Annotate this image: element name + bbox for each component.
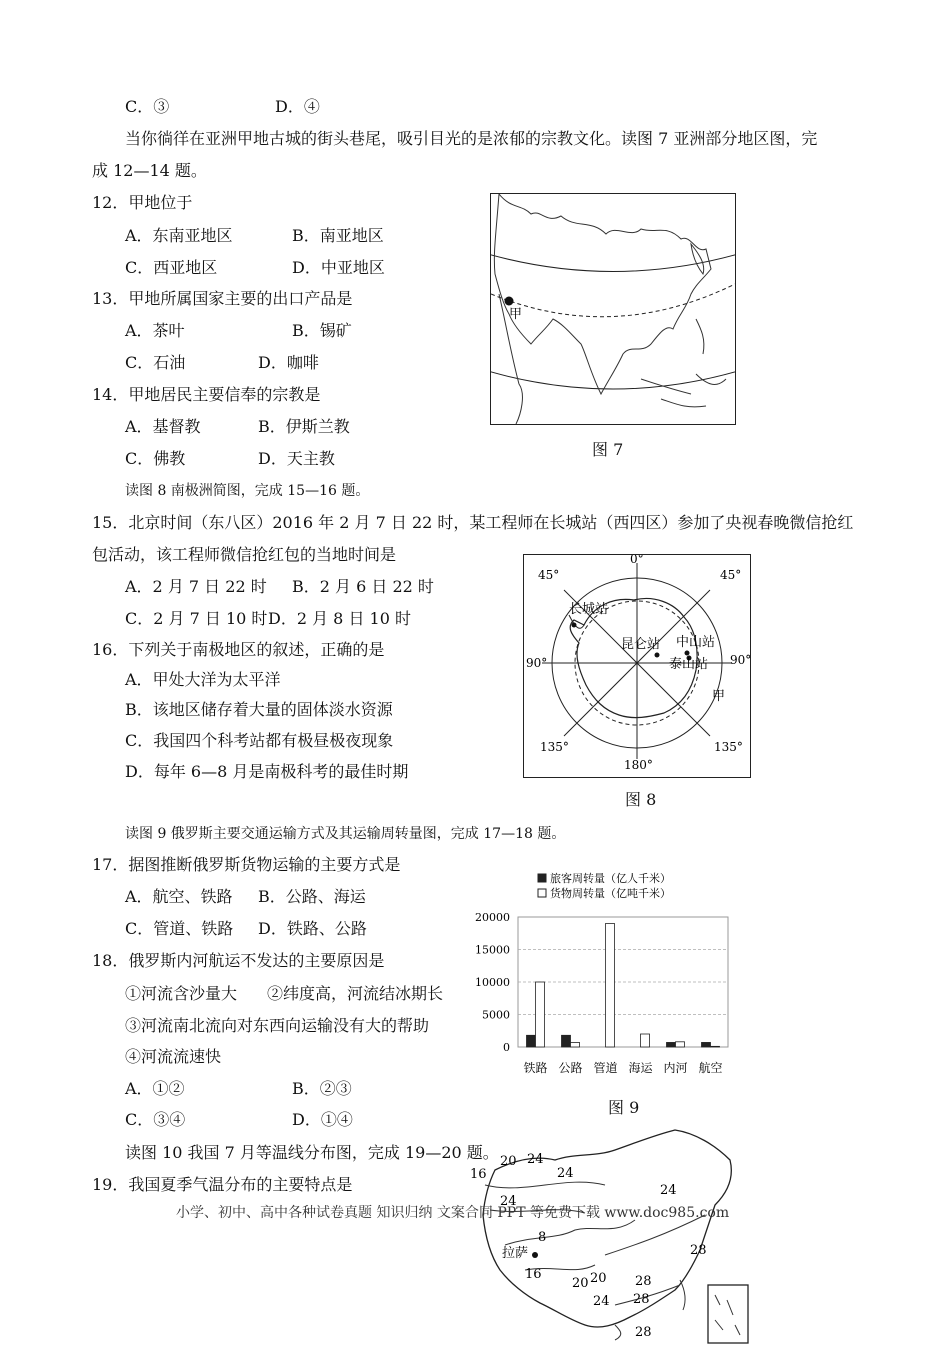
q15-d: D．2 月 8 日 10 时	[268, 609, 411, 628]
svg-text:24: 24	[557, 1166, 574, 1181]
svg-text:0°: 0°	[630, 555, 644, 566]
bar-1-2	[606, 924, 615, 1048]
q11-option-d: D．④	[275, 97, 320, 116]
figure-7-asia-map	[490, 193, 736, 425]
y-tick-label: 10000	[475, 976, 510, 989]
svg-text:20: 20	[590, 1271, 607, 1286]
q12-b: B．南亚地区	[292, 226, 384, 245]
jia-label: 甲	[509, 307, 523, 322]
y-tick-label: 15000	[475, 943, 510, 957]
legend-label-0: 旅客周转量（亿人千米）	[550, 872, 671, 885]
bar-0-1	[562, 1035, 571, 1047]
q17-c: C．管道、铁路	[125, 919, 234, 938]
q15-c: C．2 月 7 日 10 时	[125, 609, 268, 628]
q18-stem: 18．俄罗斯内河航运不发达的主要原因是	[92, 951, 385, 970]
q18-option-1: ①河流含沙量大	[125, 984, 238, 1003]
q18-option-2: ②纬度高，河流结冰期长	[267, 984, 444, 1003]
svg-text:45°: 45°	[538, 568, 560, 582]
figure-10-china-isotherm-map	[465, 1125, 755, 1344]
q13-stem: 13．甲地所属国家主要的出口产品是	[92, 289, 353, 308]
svg-text:20: 20	[572, 1276, 589, 1291]
svg-text:45°: 45°	[720, 568, 742, 582]
jia-location-marker	[505, 297, 514, 306]
intro-19-20: 读图 10 我国 7 月等温线分布图，完成 19—20 题。	[125, 1143, 499, 1162]
q18-d: D．①④	[292, 1110, 353, 1129]
q18-option-3: ③河流南北流向对东西向运输没有大的帮助	[125, 1016, 430, 1035]
q17-a: A．航空、铁路	[125, 887, 233, 906]
q13-b: B．锡矿	[292, 321, 352, 340]
svg-text:中山站: 中山站	[676, 635, 716, 650]
svg-text:24: 24	[500, 1194, 517, 1209]
q17-stem: 17．据图推断俄罗斯货物运输的主要方式是	[92, 855, 401, 874]
q12-d: D．中亚地区	[292, 258, 385, 277]
legend-swatch-0	[538, 874, 546, 882]
q15-stem-cont: 包活动，该工程师微信抢红包的当地时间是	[92, 545, 397, 564]
q18-b: B．②③	[292, 1079, 352, 1098]
intro-12-14: 当你徜徉在亚洲甲地古城的街头巷尾，吸引目光的是浓郁的宗教文化。读图 7 亚洲部分地区图，完	[125, 129, 818, 148]
q18-option-4: ④河流流速快	[125, 1047, 222, 1066]
bar-1-1	[571, 1042, 580, 1047]
q16-c: C．我国四个科考站都有极昼极夜现象	[125, 731, 394, 750]
svg-text:20: 20	[500, 1154, 517, 1169]
q12-stem: 12．甲地位于	[92, 193, 193, 212]
svg-text:16: 16	[470, 1167, 487, 1182]
svg-text:28: 28	[633, 1292, 650, 1307]
y-tick-label: 0	[503, 1041, 510, 1054]
q14-stem: 14．甲地居民主要信奉的宗教是	[92, 385, 321, 404]
q18-a: A．①②	[125, 1079, 185, 1098]
svg-text:16: 16	[525, 1267, 542, 1282]
svg-text:90°: 90°	[730, 653, 750, 667]
footer-watermark: 小学、初中、高中各种试卷真题 知识归纳 文案合同 PPT 等免费下载 www.doc985.com	[176, 1205, 730, 1221]
q14-a: A．基督教	[125, 417, 201, 436]
q13-a: A．茶叶	[125, 321, 185, 340]
q16-stem: 16．下列关于南极地区的叙述，正确的是	[92, 640, 385, 659]
figure-8-antarctica-map	[523, 554, 751, 778]
q15-b: B．2 月 6 日 22 时	[292, 577, 434, 596]
bar-0-5	[702, 1042, 711, 1047]
intro-17-18: 读图 9 俄罗斯主要交通运输方式及其运输周转量图，完成 17—18 题。	[125, 826, 566, 842]
q18-c: C．③④	[125, 1110, 186, 1129]
chart-legend	[538, 871, 671, 900]
svg-text:24: 24	[527, 1152, 544, 1167]
x-tick-label: 铁路	[523, 1061, 548, 1075]
q16-a: A．甲处大洋为太平洋	[125, 670, 281, 689]
svg-text:135°: 135°	[540, 740, 569, 754]
svg-text:90°: 90°	[526, 656, 548, 670]
x-tick-label: 海运	[628, 1061, 653, 1075]
svg-text:昆仑站: 昆仑站	[621, 637, 661, 652]
bar-1-5	[711, 1046, 720, 1047]
q13-d: D．咖啡	[258, 353, 319, 372]
q17-b: B．公路、海运	[258, 887, 366, 906]
x-tick-label: 航空	[698, 1061, 723, 1075]
q14-c: C．佛教	[125, 449, 186, 468]
figure-7-caption: 图 7	[592, 440, 624, 459]
q16-d: D．每年 6—8 月是南极科考的最佳时期	[125, 762, 409, 781]
q17-d: D．铁路、公路	[258, 919, 367, 938]
legend-label-1: 货物周转量（亿吨千米）	[550, 887, 671, 900]
svg-text:24: 24	[593, 1294, 610, 1309]
figure-9-chart	[470, 868, 740, 1083]
q14-d: D．天主教	[258, 449, 335, 468]
svg-text:28: 28	[635, 1325, 652, 1340]
q14-b: B．伊斯兰教	[258, 417, 350, 436]
q11-option-c: C．③	[125, 97, 170, 116]
svg-text:135°: 135°	[714, 740, 743, 754]
svg-text:24: 24	[660, 1183, 677, 1198]
x-tick-label: 内河	[663, 1061, 688, 1075]
q19-stem: 19．我国夏季气温分布的主要特点是	[92, 1175, 353, 1194]
svg-text:28: 28	[635, 1274, 652, 1289]
q16-b: B．该地区储存着大量的固体淡水资源	[125, 700, 393, 719]
x-tick-label: 管道	[593, 1061, 618, 1075]
figure-8-caption: 图 8	[625, 790, 657, 809]
y-tick-label: 20000	[475, 911, 510, 924]
figure-9-caption: 图 9	[608, 1098, 640, 1117]
svg-text:180°: 180°	[624, 758, 653, 772]
q12-c: C．西亚地区	[125, 258, 218, 277]
intro-15-16: 读图 8 南极洲简图，完成 15—16 题。	[125, 483, 370, 499]
svg-text:8: 8	[538, 1230, 547, 1245]
svg-text:28: 28	[690, 1243, 707, 1258]
q15-stem: 15．北京时间（东八区）2016 年 2 月 7 日 22 时，某工程师在长城站（西四区）参加了央视春晚微信抢红	[92, 513, 854, 532]
bar-1-0	[536, 982, 545, 1047]
q13-c: C．石油	[125, 353, 186, 372]
bar-1-3	[641, 1034, 650, 1047]
intro-12-14-cont: 成 12—14 题。	[92, 161, 207, 180]
x-tick-label: 公路	[558, 1061, 583, 1075]
q15-a: A．2 月 7 日 22 时	[125, 577, 267, 596]
legend-swatch-1	[538, 889, 546, 897]
bar-1-4	[676, 1042, 685, 1047]
bar-0-0	[527, 1035, 536, 1047]
svg-text:泰山站: 泰山站	[669, 657, 709, 672]
svg-text:长城站: 长城站	[569, 602, 609, 617]
q12-a: A．东南亚地区	[125, 226, 233, 245]
bar-0-4	[667, 1042, 676, 1047]
y-tick-label: 5000	[482, 1008, 510, 1022]
svg-text:甲: 甲	[712, 689, 726, 704]
svg-text:拉萨: 拉萨	[502, 1246, 529, 1261]
